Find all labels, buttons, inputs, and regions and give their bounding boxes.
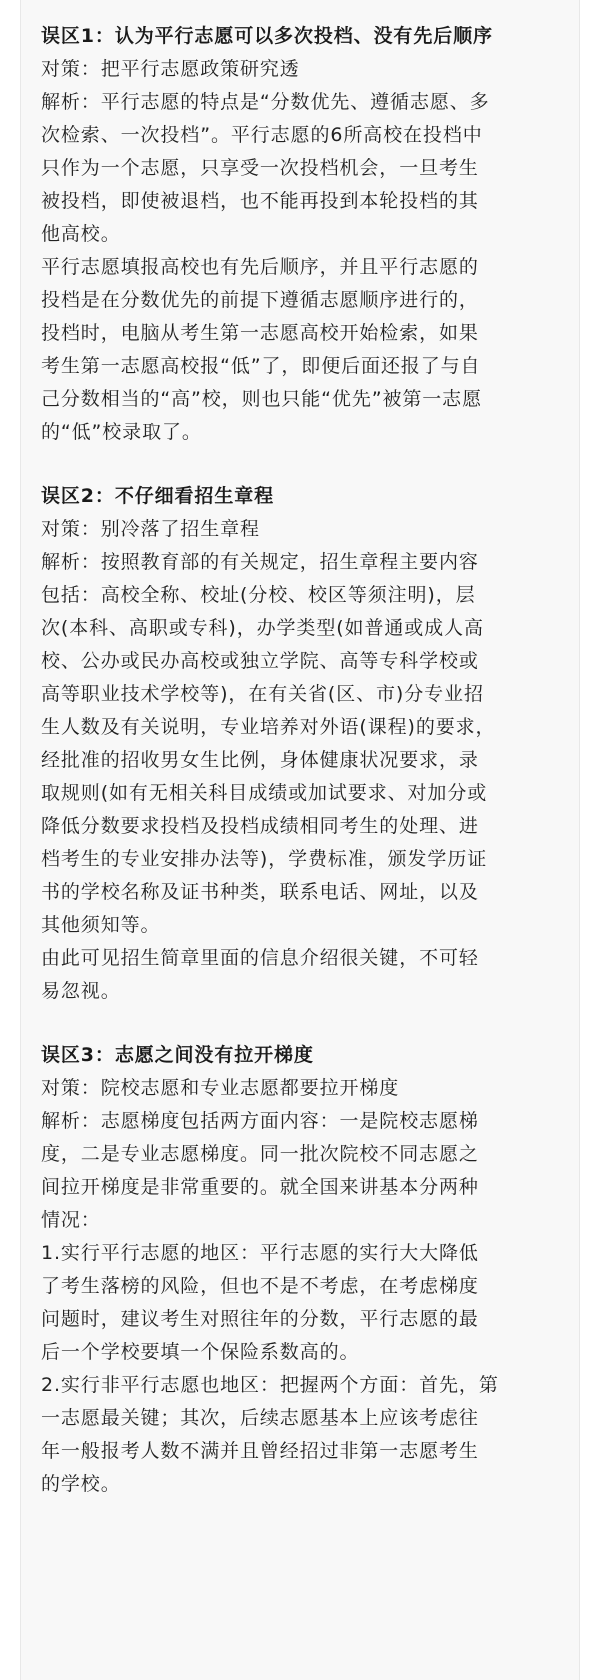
- section-heading: 误区1：认为平行志愿可以多次投档、没有先后顺序: [41, 25, 493, 47]
- text-line: 生人数及有关说明，专业培养对外语(课程)的要求，: [41, 716, 496, 738]
- text-line: 投档时，电脑从考生第一志愿高校开始检索，如果: [41, 322, 479, 344]
- text-line: 解析：志愿梯度包括两方面内容：一是院校志愿梯: [41, 1110, 479, 1132]
- text-line: 后一个学校要填一个保险系数高的。: [41, 1341, 360, 1363]
- text-line: 解析：平行志愿的特点是“分数优先、遵循志愿、多: [41, 91, 490, 113]
- text-line: 次(本科、高职或专科)，办学类型(如普通或成人高: [41, 617, 484, 639]
- text-line: 对策：把平行志愿政策研究透: [41, 58, 300, 80]
- text-line: 易忽视。: [41, 980, 121, 1002]
- article-card: [20, 0, 580, 1680]
- text-line: 一志愿最关键；其次，后续志愿基本上应该考虑往: [41, 1407, 479, 1429]
- text-line: 书的学校名称及证书种类，联系电话、网址，以及: [41, 881, 479, 903]
- text-line: 问题时，建议考生对照往年的分数，平行志愿的最: [41, 1308, 479, 1330]
- section-heading: 误区2：不仔细看招生章程: [41, 485, 275, 507]
- text-line: 包括：高校全称、校址(分校、校区等须注明)，层: [41, 584, 476, 606]
- misconception-3-section: [41, 1039, 575, 1501]
- text-line: 年一般报考人数不满并且曾经招过非第一志愿考生: [41, 1440, 479, 1462]
- text-line: 的学校。: [41, 1473, 121, 1495]
- text-line: 度，二是专业志愿梯度。同一批次院校不同志愿之: [41, 1143, 479, 1165]
- text-line: 己分数相当的“高”校，则也只能“优先”被第一志愿: [41, 388, 482, 410]
- text-line: 被投档，即使被退档，也不能再投到本轮投档的其: [41, 190, 479, 212]
- text-line: 由此可见招生简章里面的信息介绍很关键，不可轻: [41, 947, 479, 969]
- text-line: 档考生的专业安排办法等)，学费标准，颁发学历证: [41, 848, 488, 870]
- text-line: 对策：院校志愿和专业志愿都要拉开梯度: [41, 1077, 400, 1099]
- text-line: 2.实行非平行志愿也地区：把握两个方面：首先，第: [41, 1374, 499, 1396]
- text-line: 他高校。: [41, 223, 121, 245]
- text-line: 校、公办或民办高校或独立学院、高等专科学校或: [41, 650, 479, 672]
- text-line: 经批准的招收男女生比例，身体健康状况要求，录: [41, 749, 479, 771]
- text-line: 情况：: [41, 1209, 101, 1231]
- text-line: 间拉开梯度是非常重要的。就全国来讲基本分两种: [41, 1176, 479, 1198]
- text-line: 平行志愿填报高校也有先后顺序，并且平行志愿的: [41, 256, 479, 278]
- misconception-1-section: [41, 20, 575, 449]
- text-line: 降低分数要求投档及投档成绩相同考生的处理、进: [41, 815, 479, 837]
- misconception-2-section: [41, 480, 575, 1008]
- text-line: 了考生落榜的风险，但也不是不考虑，在考虑梯度: [41, 1275, 479, 1297]
- text-line: 取规则(如有无相关科目成绩或加试要求、对加分或: [41, 782, 488, 804]
- article-body: [41, 20, 575, 1532]
- text-line: 的“低”校录取了。: [41, 421, 202, 443]
- text-line: 高等职业技术学校等)，在有关省(区、市)分专业招: [41, 683, 484, 705]
- text-line: 只作为一个志愿，只享受一次投档机会，一旦考生: [41, 157, 479, 179]
- text-line: 投档是在分数优先的前提下遵循志愿顺序进行的，: [41, 289, 479, 311]
- text-line: 次检索、一次投档”。平行志愿的6所高校在投档中: [41, 124, 483, 146]
- section-heading: 误区3：志愿之间没有拉开梯度: [41, 1044, 314, 1066]
- text-line: 考生第一志愿高校报“低”了，即便后面还报了与自: [41, 355, 481, 377]
- text-line: 解析：按照教育部的有关规定，招生章程主要内容: [41, 551, 479, 573]
- text-line: 其他须知等。: [41, 914, 161, 936]
- text-line: 对策：别冷落了招生章程: [41, 518, 260, 540]
- text-line: 1.实行平行志愿的地区：平行志愿的实行大大降低: [41, 1242, 479, 1264]
